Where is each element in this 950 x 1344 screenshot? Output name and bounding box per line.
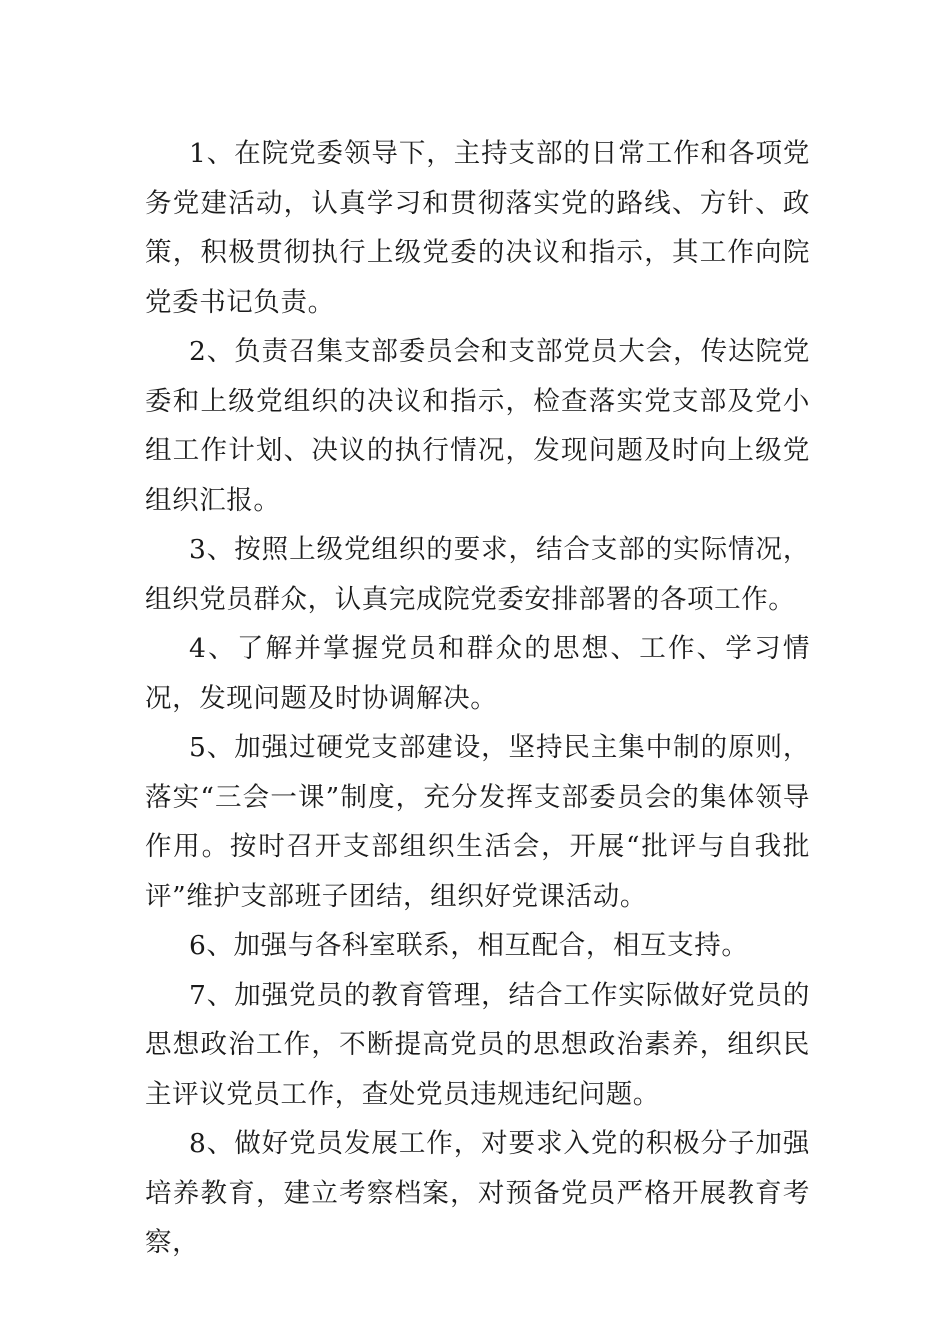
paragraph-7: 7、加强党员的教育管理，结合工作实际做好党员的思想政治工作，不断提高党员的思想政治素养，组织民主评议党员工作，查处党员违规违纪问题。 <box>145 979 810 1110</box>
paragraph-6: 6、加强与各科室联系，相互配合，相互支持。 <box>189 930 749 961</box>
paragraph-1: 1、在院党委领导下，主持支部的日常工作和各项党务党建活动，认真学习和贯彻落实党的路线、方针、政策，积极贯彻执行上级党委的决议和指示，其工作向院党委书记负责。 <box>145 138 810 318</box>
paragraph-4: 4、了解并掌握党员和群众的思想、工作、学习情况，发现问题及时协调解决。 <box>145 633 810 714</box>
document-body <box>145 129 810 1268</box>
paragraph-2: 2、负责召集支部委员会和支部党员大会，传达院党委和上级党组织的决议和指示，检查落实党支部及党小组工作计划、决议的执行情况，发现问题及时向上级党组织汇报。 <box>145 336 810 516</box>
paragraph-8: 8、做好党员发展工作，对要求入党的积极分子加强培养教育，建立考察档案，对预备党员严格开展教育考察， <box>145 1128 810 1258</box>
paragraph-5: 5、加强过硬党支部建设，坚持民主集中制的原则，落实“三会一课”制度，充分发挥支部委员会的集体领导作用。按时召开支部组织生活会，开展“批评与自我批评”维护支部班子团结，组织好党课活动。 <box>145 732 810 912</box>
paragraph-3: 3、按照上级党组织的要求，结合支部的实际情况，组织党员群众，认真完成院党委安排部署的各项工作。 <box>145 534 810 615</box>
